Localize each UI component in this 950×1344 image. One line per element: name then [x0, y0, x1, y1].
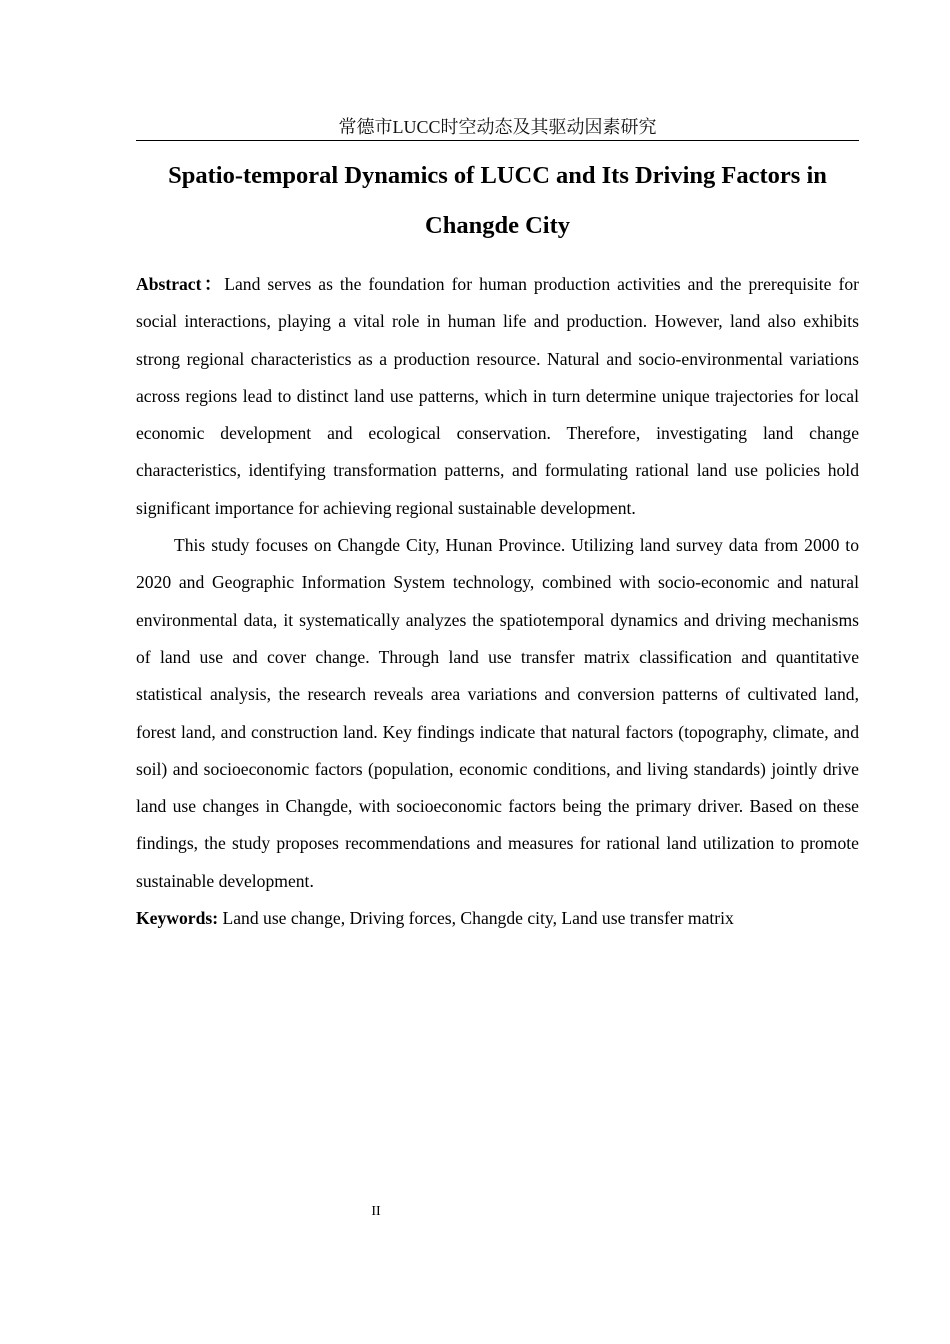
keywords-line [136, 900, 859, 937]
abstract-paragraph-2: This study focuses on Changde City, Hunan Province. Utilizing land survey data from 2000 to 2020 and Geographic Information System technology, combined with socio-economic and natural environmental data, it systematically analyzes the spatiotemporal dynamics and driving mechanisms of land use and cover change. Through land use transfer matrix classification and quantitative statistical analysis, the research reveals area variations and conversion patterns of cultivated land, forest land, and construction land. Key findings indicate that natural factors (topography, climate, and soil) and socioeconomic factors (population, economic conditions, and living standards) jointly drive land use changes in Changde, with socioeconomic factors being the primary driver. Based on these findings, the study proposes recommendations and measures for rational land utilization to promote sustainable development. [136, 535, 859, 891]
document-page [136, 0, 859, 1344]
paper-title-line-2: Changde City [425, 212, 570, 239]
page-number: II [371, 1204, 381, 1219]
running-header: 常德市LUCC时空动态及其驱动因素研究 [338, 117, 657, 137]
abstract-label: Abstract： [136, 274, 225, 294]
paper-title-line-1: Spatio-temporal Dynamics of LUCC and Its Driving Factors in [168, 162, 827, 189]
header-rule [136, 140, 859, 141]
abstract-paragraph-1 [136, 266, 859, 527]
paper-title [136, 151, 859, 251]
keywords-text: Land use change, Driving forces, Changde city, Land use transfer matrix [218, 908, 734, 929]
keywords-label: Keywords: [136, 908, 219, 929]
abstract-section [136, 266, 859, 937]
abstract-paragraph-1-text: Land serves as the foundation for human production activities and the prerequisite for social interactions, playing a vital role in human life and production. However, land also exhibits strong regional characteristics as a production resource. Natural and socio-environmental variations across regions lead to distinct land use patterns, which in turn determine unique trajectories for local economic development and ecological conservation. Therefore, investigating land change characteristics, identifying transformation patterns, and formulating rational land use policies hold significant importance for achieving regional sustainable development. [136, 274, 859, 518]
